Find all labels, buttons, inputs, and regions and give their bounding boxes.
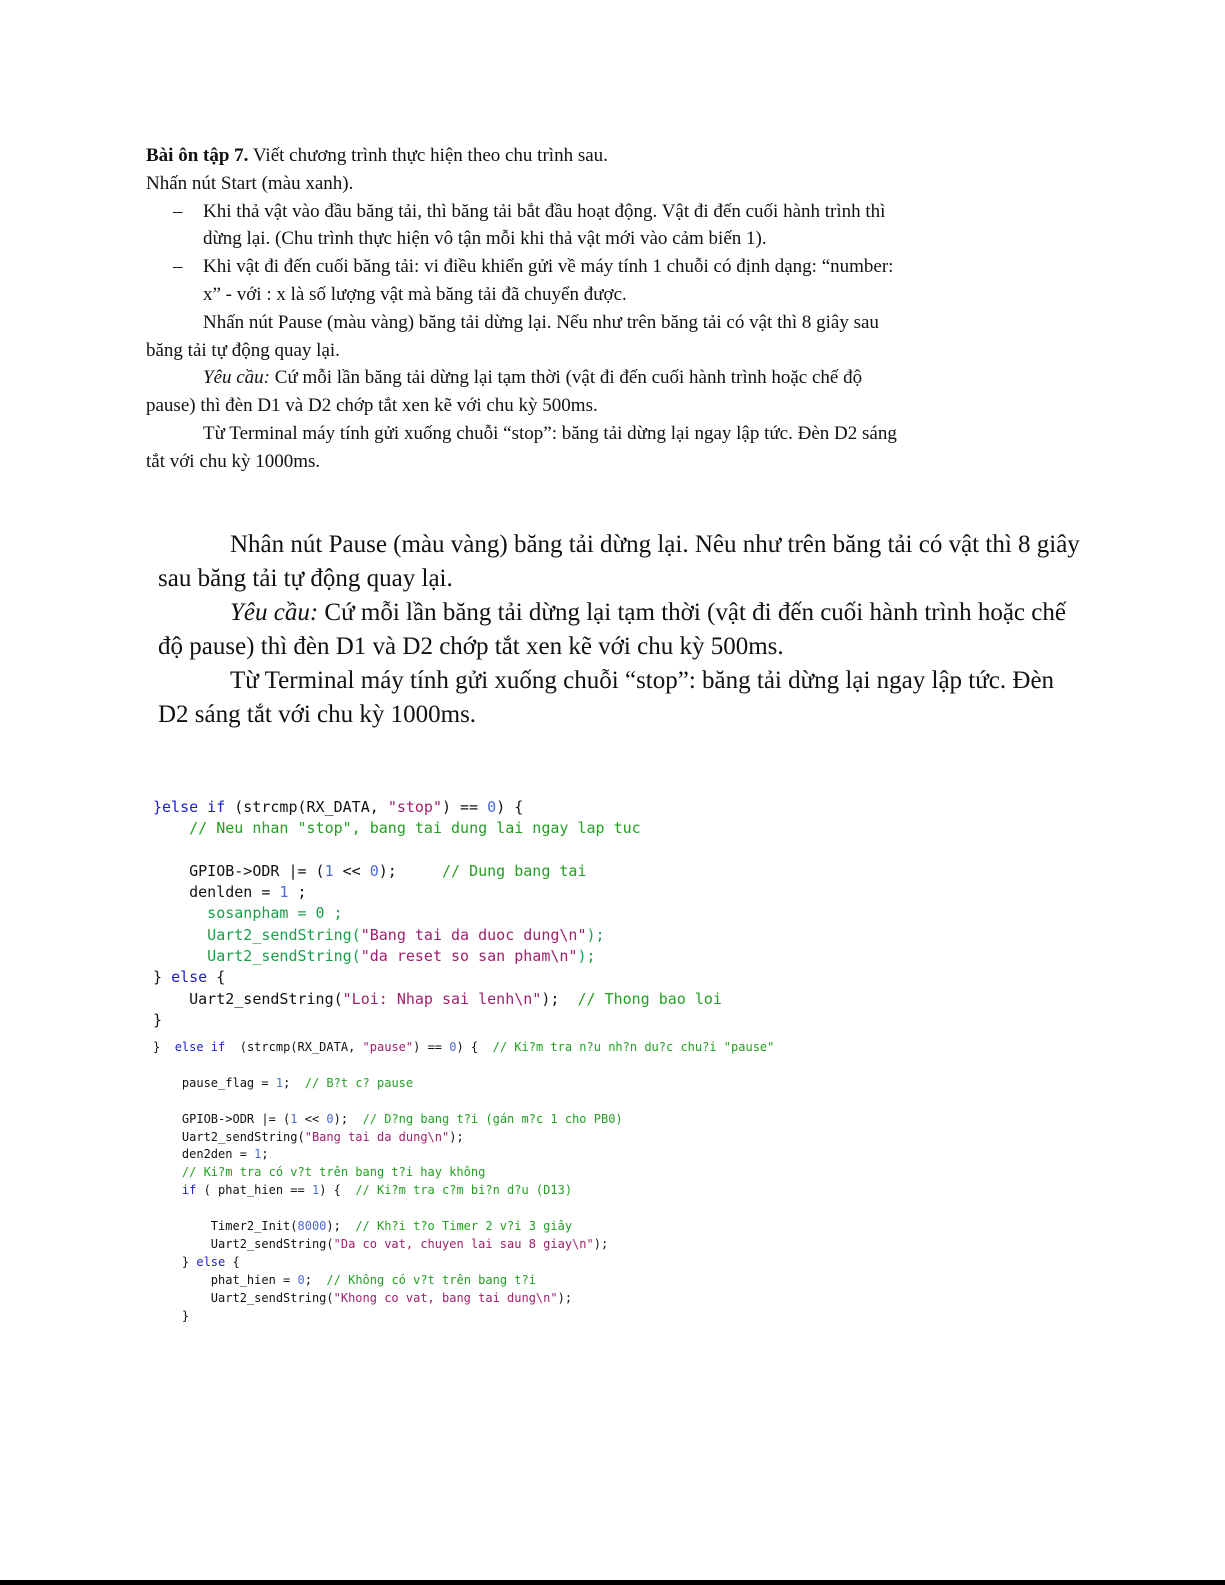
code-token: // Dung bang tai [442,861,587,880]
exercise-title-bold: Bài ôn tập 7. [146,145,249,166]
code-line [153,1146,774,1164]
code-token: "pause" [362,1040,414,1054]
code-token: Uart2_sendString( [153,989,343,1008]
code-token: 0 [449,1040,457,1054]
code-token: "Loi: Nhap sai lenh\n" [342,989,542,1008]
pause-paragraph: Nhấn nút Pause (màu vàng) băng tải dừng lại. Nếu như trên băng tải có vật thì 8 giây sau băng tải tự động quay lại. [146,311,879,361]
code-line [153,1218,774,1236]
code-token: (strcmp(RX_DATA, [225,1040,363,1054]
code-line [153,1129,774,1147]
requirement-text: Cứ mỗi lần băng tải dừng lại tạm thời (vật đi đến cuối hành trình hoặc chế độ pause) thì đèn D1 và D2 chớp tắt xen kẽ với chu kỳ 500ms. [146,367,863,417]
code-token: // Ki?m tra n?u nh?n du?c chu?i "pause" [492,1040,775,1054]
bullet-text-2: Khi vật đi đến cuối băng tải: vi điều khiển gửi về máy tính 1 chuỗi có định dạng: “number: x” - với : x là số lượng vật mà băng tải đã chuyển được. [203,256,894,305]
code-token: Uart2_sendString( [153,947,361,966]
page-bottom-border [0,1580,1225,1585]
code-token: ( phat_hien == [196,1183,312,1198]
code-token: else [171,968,208,987]
code-token: ) == [442,798,488,816]
code-token: << [297,1111,327,1126]
code-token: // Ki?m tra có v?t trên bang t?i hay không [153,1165,486,1180]
code-token: ); [541,989,578,1008]
code-token: phat_hien = [153,1272,298,1287]
code-token: Uart2_sendString( [153,925,361,944]
code-token: } [153,1010,163,1029]
code-token: "Da co vat, chuyen lai sau 8 giay\n" [333,1236,594,1251]
code-token: } [153,968,172,987]
code-token: 1 [254,1147,262,1162]
code-line [153,1039,774,1057]
code-token: ) { [456,1040,493,1054]
code-token: { [225,1254,240,1269]
terminal-paragraph-large: Từ Terminal máy tính gửi xuống chuỗi “stop”: băng tải dừng lại ngay lập tức. Đèn D2 sáng tắt với chu kỳ 1000ms. [158,667,1055,728]
code-token: ); [333,1111,363,1126]
code-token: // Ki?m tra c?m bi?n d?u (D13) [355,1183,573,1198]
bullet-dash: – [173,200,183,222]
requirement-paragraph-large [158,596,1088,664]
code-token: (strcmp(RX_DATA, [225,798,388,816]
code-snippet-pause [153,1039,774,1326]
code-token: ) { [496,798,524,816]
code-token: "stop" [387,798,442,816]
code-line [153,1182,774,1200]
code-token: "Bang tai da dung\n" [304,1129,450,1144]
code-line [153,1164,774,1182]
code-line [153,946,722,967]
code-token: 1 [290,1111,298,1126]
code-token: 0 [326,1111,334,1126]
code-token: 8000 [297,1219,327,1234]
code-token: pause_flag = [153,1075,276,1090]
code-token: ) == [413,1040,450,1054]
code-token: ; [283,1075,305,1090]
code-token: "Bang tai da duoc dung\n" [360,925,587,944]
code-token: // D?ng bang t?i (gán m?c 1 cho PB0) [362,1111,623,1126]
code-token: // B?t c? pause [304,1075,414,1090]
code-line [153,1057,774,1075]
code-token: "Khong co vat, bang tai dung\n" [333,1290,558,1305]
code-token: 1 [311,1183,320,1198]
bullet-text-1: Khi thả vật vào đầu băng tải, thì băng tải bắt đầu hoạt động. Vật đi đến cuối hành trình thì dừng lại. (Chu trình thực hiện vô tận mỗi khi thả vật mới vào cảm biến 1). [203,200,886,250]
code-line [153,882,722,903]
code-token: ) { [319,1183,356,1198]
exercise-title [146,142,906,170]
code-token: Uart2_sendString( [153,1236,334,1251]
code-line [153,925,722,946]
code-token: 0 [297,1272,305,1287]
code-token: ); [577,947,596,966]
code-token: sosanpham = 0 ; [153,904,343,923]
code-token: if [153,1183,197,1198]
code-token: ; [304,1272,327,1287]
pause-paragraph-large: Nhân nút Pause (màu vàng) băng tải dừng lại. Nêu như trên băng tải có vật thì 8 giây sau băng tải tự động quay lại. [158,531,1080,592]
code-snippet-stop [153,797,722,1031]
terminal-paragraph: Từ Terminal máy tính gửi xuống chuỗi “stop”: băng tải dừng lại ngay lập tức. Đèn D2 sáng tắt với chu kỳ 1000ms. [146,422,897,472]
code-line [153,818,722,839]
code-line [153,1075,774,1093]
code-token: // Neu nhan "stop", bang tai dung lai ngay lap tuc [153,819,641,838]
code-token: }else if [153,798,226,816]
code-line [153,1308,774,1326]
code-line [153,1093,774,1111]
code-token: } [153,1308,190,1323]
code-token: "da reset so san pham\n" [360,947,578,966]
code-token: { [207,968,226,987]
code-token: ); [586,925,605,944]
code-token: // Không có v?t trên bang t?i [326,1272,536,1287]
code-token: } [153,1254,197,1269]
requirement-text-large: Cứ mỗi lần băng tải dừng lại tạm thời (vật đi đến cuối hành trình hoặc chế độ pause) thì đèn D1 và D2 chớp tắt xen kẽ với chu kỳ 500ms. [158,599,1066,660]
code-line [153,840,722,861]
code-token: ; [261,1147,269,1162]
exercise-title-rest: Viết chương trình thực hiện theo chu trình sau. [248,145,608,166]
code-token: 1 [279,883,289,902]
code-token: // Kh?i t?o Timer 2 v?i 3 giây [355,1219,573,1234]
code-token: Uart2_sendString( [153,1290,334,1305]
code-token: Uart2_sendString( [153,1129,305,1144]
requirement-label-large: Yêu cầu: [230,599,319,626]
code-line [153,903,722,924]
code-line [153,1200,774,1218]
code-token: 1 [324,861,334,880]
code-token: else [196,1254,226,1269]
code-token: Timer2_Init( [153,1219,298,1234]
enlarged-text-block [158,528,1088,732]
code-line [153,989,722,1010]
code-token: ); [557,1290,573,1305]
code-line [153,1272,774,1290]
code-line [153,1236,774,1254]
requirement-label: Yêu cầu: [203,367,271,389]
code-line [153,797,722,818]
code-token: ); [326,1219,356,1234]
code-token: 0 [369,861,379,880]
start-instruction: Nhấn nút Start (màu xanh). [146,172,354,194]
code-token: GPIOB->ODR |= ( [153,1111,291,1126]
code-line [153,1254,774,1272]
code-token: 0 [487,798,497,816]
exercise-text-block [146,142,906,476]
code-token: den2den = [153,1147,255,1162]
bullet-item-1 [146,198,906,254]
code-token: else if [174,1040,226,1054]
code-token: // Thong bao loi [577,989,722,1008]
code-line [153,861,722,882]
code-line [153,1010,722,1031]
code-token: GPIOB->ODR |= ( [153,861,325,880]
code-line [153,1290,774,1308]
code-token: } [153,1040,175,1054]
code-token: << [333,861,370,880]
code-token: 1 [275,1075,284,1090]
code-line [153,1111,774,1129]
code-token: ); [593,1236,609,1251]
requirement-paragraph [146,364,906,420]
bullet-item-2 [146,253,906,309]
code-token: denlden = [153,883,280,902]
code-token: ); [449,1129,464,1144]
code-line [153,967,722,988]
code-token: ); [378,861,442,880]
code-token: ; [288,883,307,902]
bullet-dash: – [173,256,183,278]
